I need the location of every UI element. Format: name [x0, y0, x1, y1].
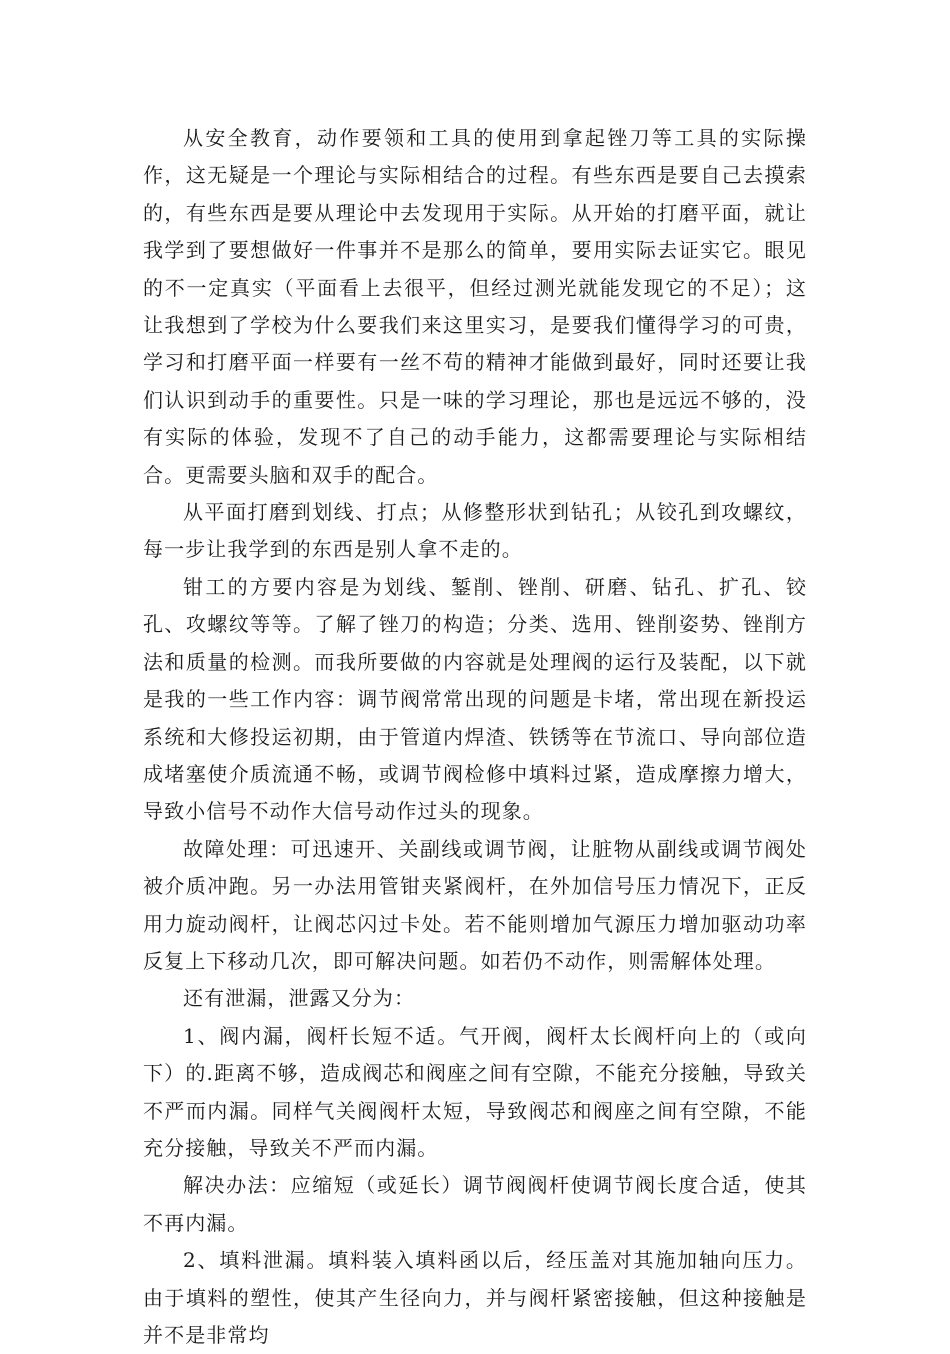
paragraph-fitter-work-content: 钳工的方要内容是为划线、錾削、锉削、研磨、钻孔、扩孔、铰孔、攻螺纹等等。了解了锉刀的构造；分类、选用、锉削姿势、锉削方法和质量的检测。而我所要做的内容就是处理阀的运行及装配，以下就是我的一些工作内容：调节阀常常出现的问题是卡堵，常出现在新投运系统和大修投运初期，由于管道内焊渣、铁锈等在节流口、导向部位造成堵塞使介质流通不畅，或调节阀检修中填料过紧，造成摩擦力增大，导致小信号不动作大信号动作过头的现象。 — [143, 574, 807, 824]
paragraph-practice-reflection: 从安全教育，动作要领和工具的使用到拿起锉刀等工具的实际操作，这无疑是一个理论与实际相结合的过程。有些东西是要自己去摸索的，有些东西是要从理论中去发现用于实际。从开始的打磨平面，就让我学到了要想做好一件事并不是那么的简单，要用实际去证实它。眼见的不一定真实（平面看上去很平，但经过测光就能发现它的不足）；这让我想到了学校为什么要我们来这里实习，是要我们懂得学习的可贵，学习和打磨平面一样要有一丝不苟的精神才能做到最好，同时还要让我们认识到动手的重要性。只是一味的学习理论，那也是远远不够的，没有实际的体验，发现不了自己的动手能力，这都需要理论与实际相结合。更需要头脑和双手的配合。 — [143, 126, 807, 487]
paragraph-skills-learned: 从平面打磨到划线、打点；从修整形状到钻孔；从铰孔到攻螺纹，每一步让我学到的东西是别人拿不走的。 — [143, 500, 807, 562]
document-body — [143, 120, 807, 1354]
paragraph-leakage-intro: 还有泄漏，泄露又分为： — [183, 986, 416, 1011]
paragraph-solution: 解决办法：应缩短（或延长）调节阀阀杆使调节阀长度合适，使其不再内漏。 — [143, 1173, 807, 1235]
paragraph-internal-leakage: 1、阀内漏，阀杆长短不适。气开阀，阀杆太长阀杆向上的（或向下）的.距离不够，造成阀芯和阀座之间有空隙，不能充分接触，导致关不严而内漏。同样气关阀阀杆太短，导致阀芯和阀座之间有空隙，不能充分接触，导致关不严而内漏。 — [143, 1023, 807, 1160]
paragraph-packing-leakage: 2、填料泄漏。填料装入填料函以后，经压盖对其施加轴向压力。由于填料的塑性，使其产生径向力，并与阀杆紧密接触，但这种接触是并不是非常均 — [143, 1248, 807, 1347]
paragraph-fault-handling: 故障处理：可迅速开、关副线或调节阀，让脏物从副线或调节阀处被介质冲跑。另一办法用管钳夹紧阀杆，在外加信号压力情况下，正反用力旋动阀杆，让阀芯闪过卡处。若不能则增加气源压力增加驱动功率反复上下移动几次，即可解决问题。如若仍不动作，则需解体处理。 — [143, 836, 807, 973]
